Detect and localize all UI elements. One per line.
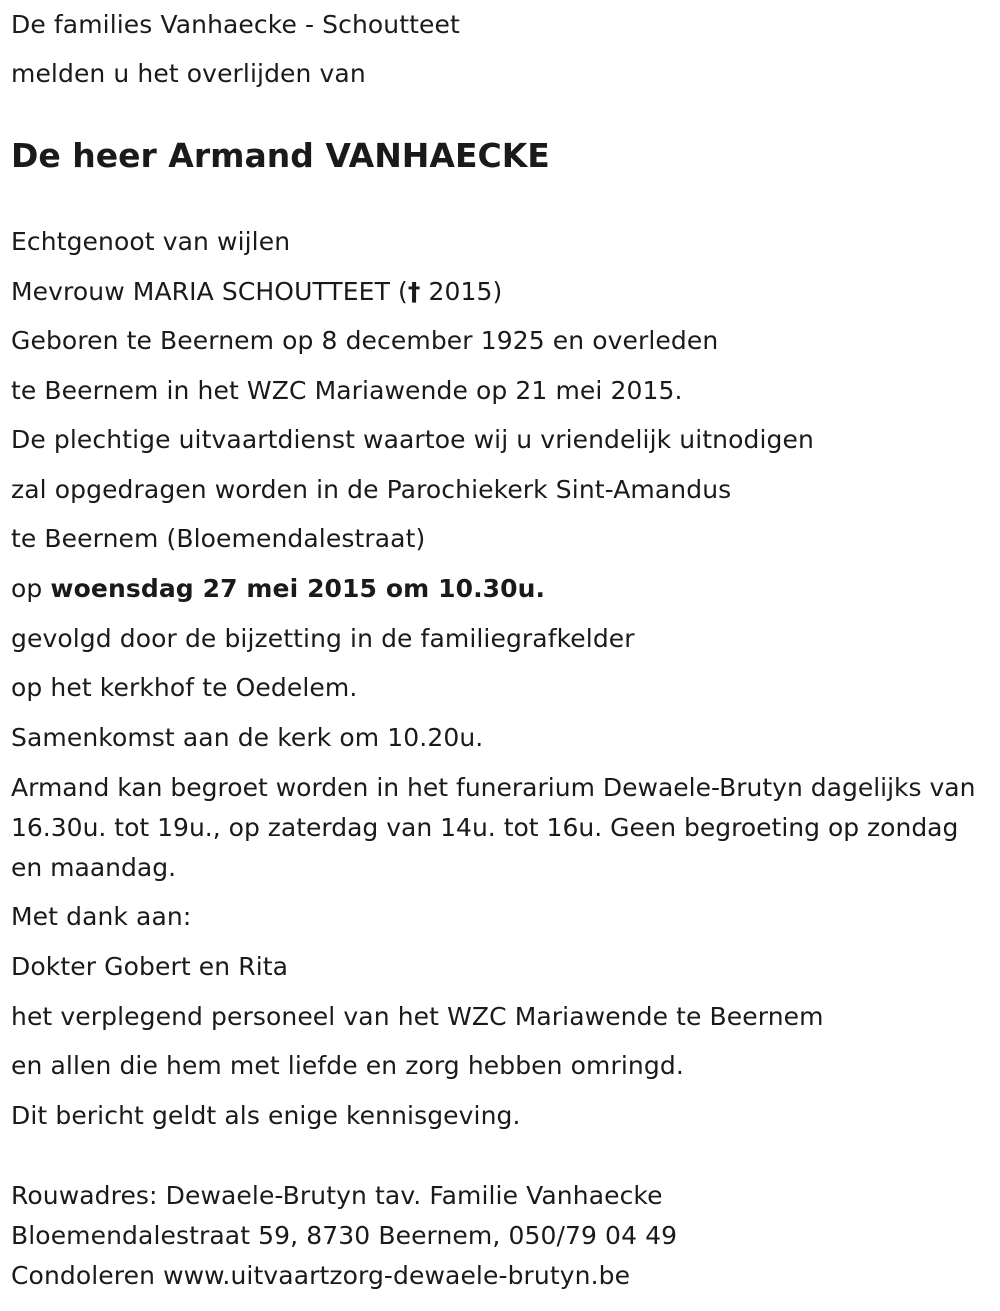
- spouse-death-year: 2015): [420, 277, 503, 306]
- burial-line-2: op het kerkhof te Oedelem.: [11, 673, 358, 702]
- service-line-3: te Beernem (Bloemendalestraat): [11, 524, 426, 553]
- service-date: woensdag 27 mei 2015 om 10.30u.: [50, 574, 546, 603]
- spouse-intro: Echtgenoot van wijlen: [11, 227, 291, 256]
- thanks-doctor: Dokter Gobert en Rita: [11, 952, 289, 981]
- died-line: te Beernem in het WZC Mariawende op 21 mei 2015.: [11, 376, 683, 405]
- announce-line: melden u het overlijden van: [11, 59, 366, 88]
- service-line-1: De plechtige uitvaartdienst waartoe wij u vriendelijk uitnodigen: [11, 425, 814, 454]
- deceased-name: De heer Armand VANHAECKE: [11, 136, 550, 175]
- address-line-2: Bloemendalestraat 59, 8730 Beernem, 050/79 04 49: [11, 1221, 678, 1250]
- visitation-paragraph: Armand kan begroet worden in het funerarium Dewaele-Brutyn dagelijks van 16.30u. tot 19u., op zaterdag van 14u. tot 16u. Geen begroeting op zondag en maandag.: [11, 773, 976, 882]
- address-line-1: Rouwadres: Dewaele-Brutyn tav. Familie Vanhaecke: [11, 1181, 663, 1210]
- service-line-2: zal opgedragen worden in de Parochiekerk Sint-Amandus: [11, 475, 732, 504]
- service-date-line: [11, 574, 545, 604]
- gathering-line: Samenkomst aan de kerk om 10.20u.: [11, 723, 484, 752]
- notice-line: Dit bericht geldt als enige kennisgeving.: [11, 1101, 521, 1130]
- spouse-line: [11, 277, 502, 307]
- date-prefix: op: [11, 574, 51, 603]
- thanks-intro: Met dank aan:: [11, 902, 192, 931]
- cross-icon: †: [407, 277, 421, 306]
- thanks-staff: het verplegend personeel van het WZC Mariawende te Beernem: [11, 1002, 824, 1031]
- condolence-line: Condoleren www.uitvaartzorg-dewaele-brutyn.be: [11, 1261, 631, 1290]
- thanks-all: en allen die hem met liefde en zorg hebben omringd.: [11, 1051, 684, 1080]
- born-line: Geboren te Beernem op 8 december 1925 en overleden: [11, 326, 719, 355]
- spouse-name: Mevrouw MARIA SCHOUTTEET (: [11, 277, 408, 306]
- burial-line-1: gevolgd door de bijzetting in de familiegrafkelder: [11, 624, 635, 653]
- families-line: De families Vanhaecke - Schoutteet: [11, 10, 460, 39]
